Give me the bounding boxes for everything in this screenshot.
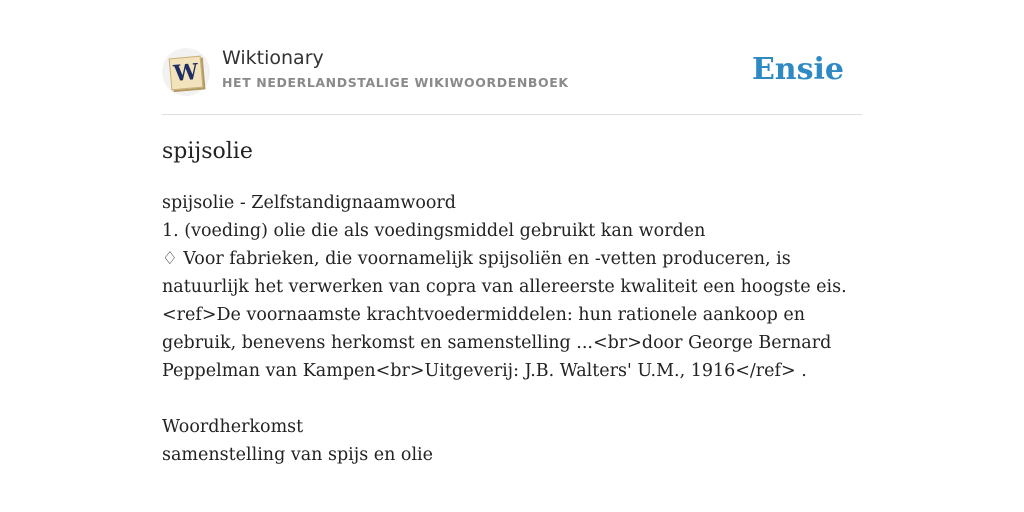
spacer [162,385,862,413]
site-header [162,44,862,115]
part-of-speech-line: spijsolie - Zelfstandignaamwoord [162,193,456,213]
page-title: spijsolie [162,139,253,164]
definition-line: 1. (voeding) olie die als voedingsmiddel gebruikt kan worden [162,221,706,241]
etymology-text: samenstelling van spijs en olie [162,445,434,465]
site-title[interactable]: Wiktionary [222,47,324,69]
wiktionary-logo-icon[interactable] [162,48,210,96]
entry-body [162,189,862,469]
site-subtitle: HET NEDERLANDSTALIGE WIKIWOORDENBOEK [222,75,569,90]
ensie-brand-link[interactable]: Ensie [751,52,844,87]
entry-content [162,137,862,469]
etymology-heading: Woordherkomst [162,417,304,437]
example-text: ♢ Voor fabrieken, die voornamelijk spijsoliën en -vetten produceren, is natuurlijk het verwerken van copra van allereerste kwaliteit een hoogste eis. <ref>De voornaamste krachtvoedermiddelen: hun rationele aankoop en gebruik, benevens herkomst en samenstelling ...<br>door George Bernard Peppelman van Kampen<br>Uitgeverij: J.B. Walters' U.M., 1916</ref> . [162,249,847,381]
logo-letter: W [169,56,204,91]
